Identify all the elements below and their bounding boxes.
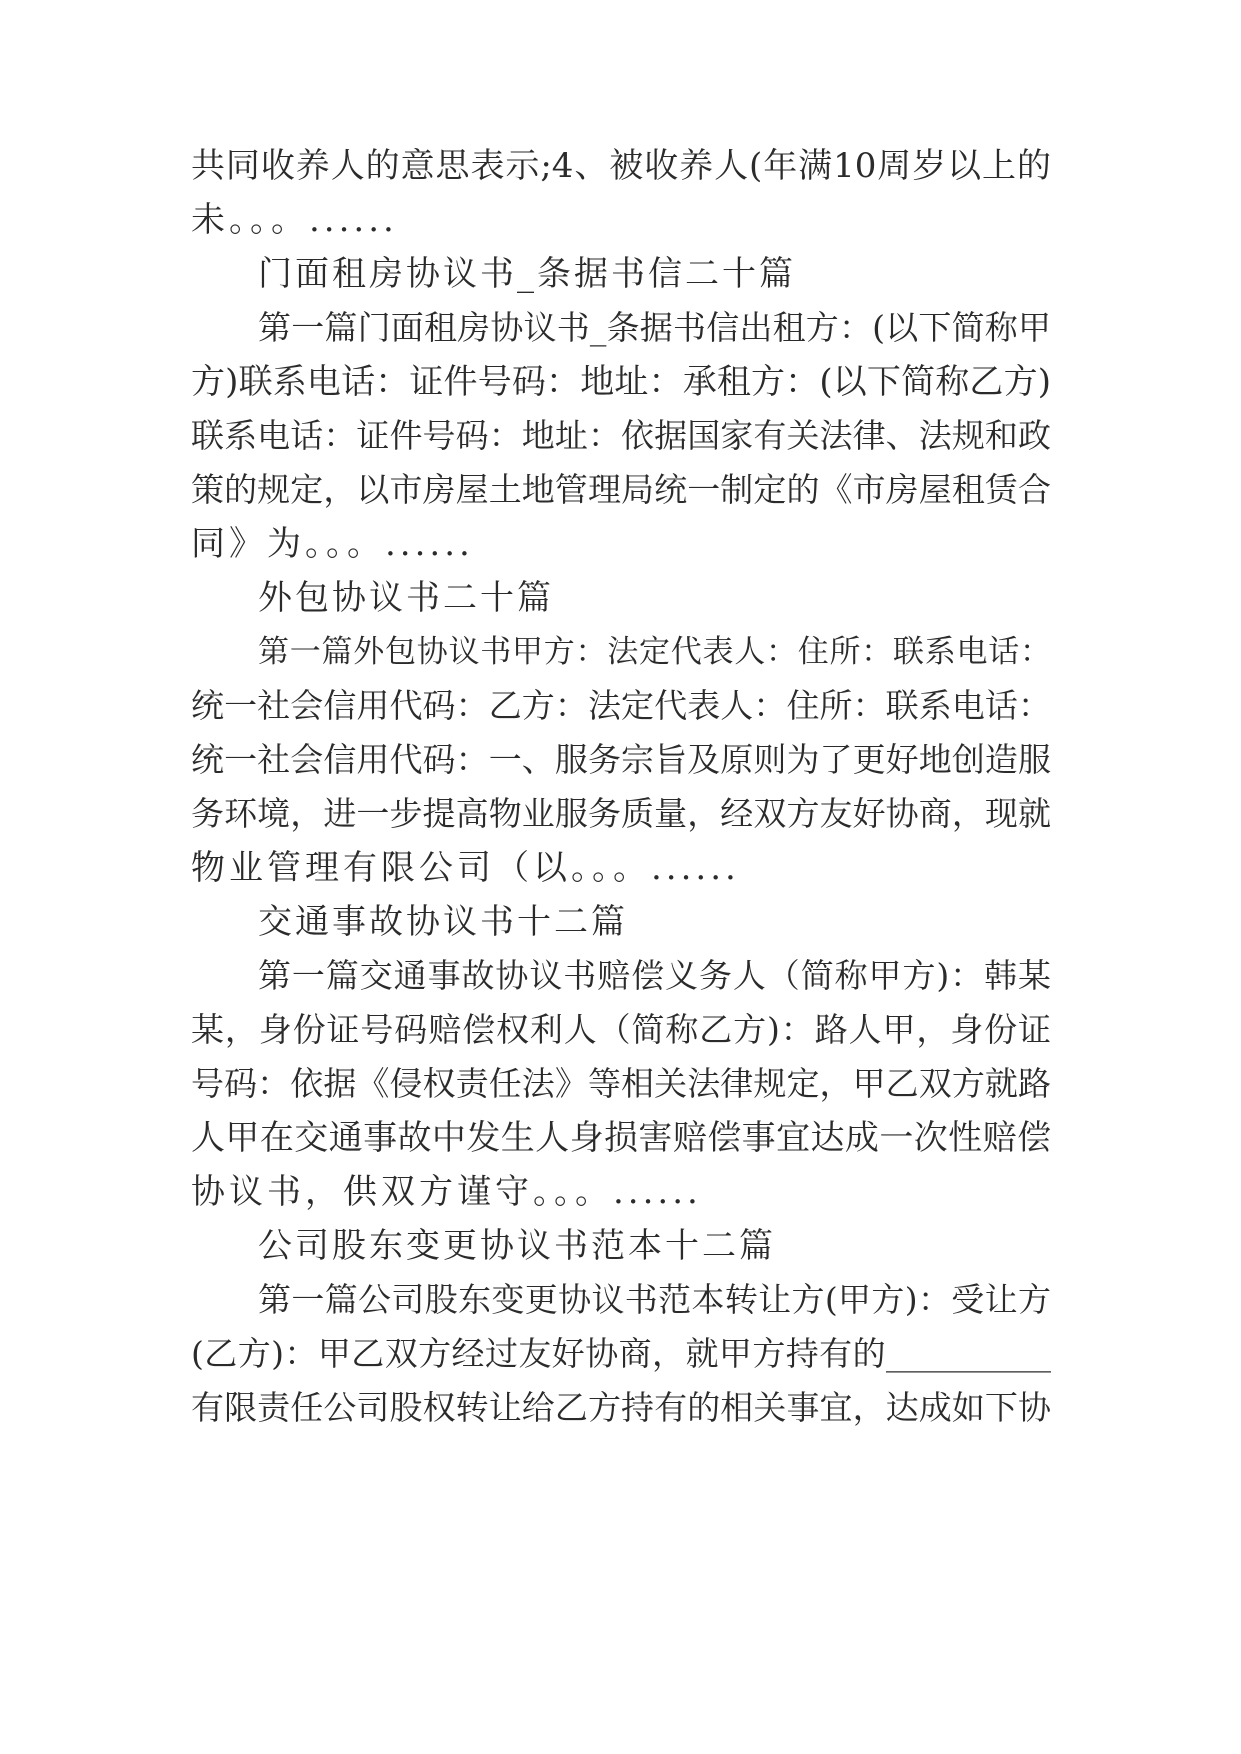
- body-text-line: 人甲在交通事故中发生人身损害赔偿事宜达成一次性赔偿: [191, 1118, 1051, 1158]
- body-text-line: 第一篇公司股东变更协议书范本转让方(甲方)：受让方: [258, 1280, 1051, 1319]
- body-text-line: 物业管理有限公司（以。。。......: [191, 848, 740, 888]
- body-text-line: 有限责任公司股权转让给乙方持有的相关事宜，达成如下协: [191, 1388, 1051, 1427]
- body-text-line: 未。。。......: [191, 200, 398, 240]
- body-text-line: 号码：依据《侵权责任法》等相关法律规定，甲乙双方就路: [191, 1064, 1051, 1103]
- section-title: 交通事故协议书十二篇: [258, 902, 628, 942]
- body-text-line: 第一篇外包协议书甲方：法定代表人：住所：联系电话：: [258, 634, 1051, 670]
- body-text-line: 统一社会信用代码：乙方：法定代表人：住所：联系电话：: [191, 686, 1051, 725]
- section-title: 外包协议书二十篇: [258, 578, 554, 618]
- body-text-line: 共同收养人的意思表示;4、被收养人(年满10周岁以上的: [191, 146, 1051, 186]
- body-text-line: 务环境，进一步提高物业服务质量，经双方友好协商，现就: [191, 794, 1051, 833]
- body-text-line: 某，身份证号码赔偿权利人（简称乙方)：路人甲，身份证: [191, 1010, 1051, 1049]
- body-text-line: 联系电话：证件号码：地址：依据国家有关法律、法规和政: [191, 416, 1051, 455]
- body-text-line: 第一篇交通事故协议书赔偿义务人（简称甲方)：韩某: [258, 956, 1051, 995]
- body-text-line: 统一社会信用代码：一、服务宗旨及原则为了更好地创造服: [191, 740, 1051, 779]
- body-text-line: 策的规定，以市房屋土地管理局统一制定的《市房屋租赁合: [191, 470, 1051, 509]
- body-text-line: (乙方)：甲乙双方经过友好协商，就甲方持有的__________: [191, 1334, 1051, 1373]
- body-text-line: 方)联系电话：证件号码：地址：承租方：(以下简称乙方): [191, 362, 1051, 402]
- section-title: 公司股东变更协议书范本十二篇: [258, 1226, 776, 1266]
- body-text-line: 同》为。。。......: [191, 524, 474, 564]
- body-text-line: 协议书，供双方谨守。。。......: [191, 1172, 702, 1212]
- section-title: 门面租房协议书_条据书信二十篇: [258, 254, 796, 294]
- body-text-line: 第一篇门面租房协议书_条据书信出租方：(以下简称甲: [258, 308, 1051, 347]
